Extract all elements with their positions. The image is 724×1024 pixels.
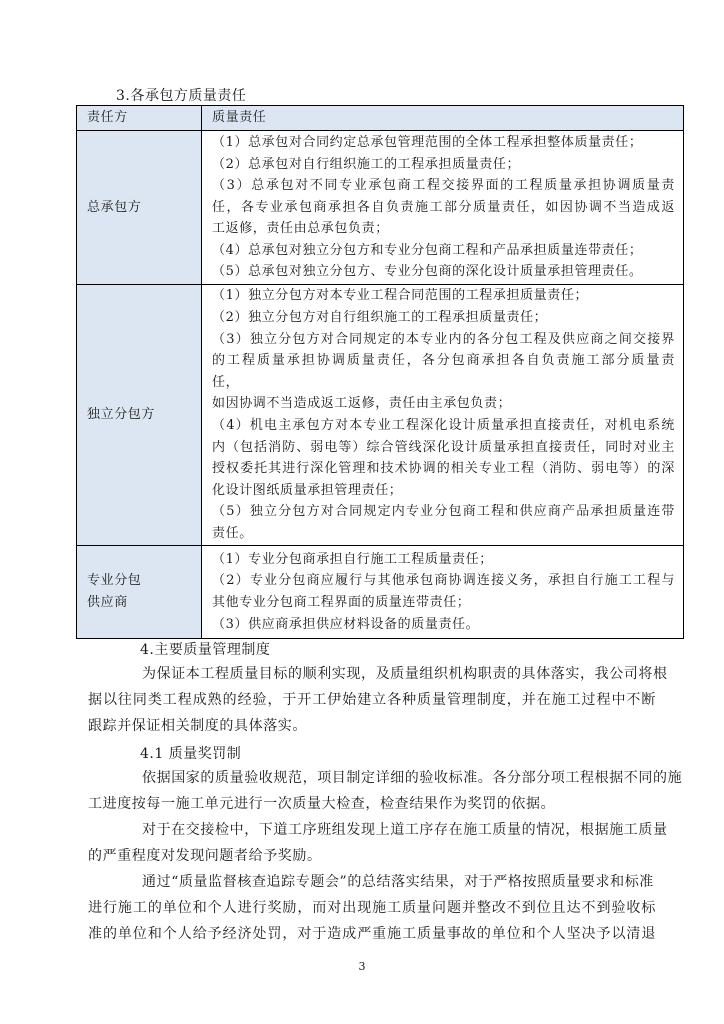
party-line: 专业分包 — [87, 573, 142, 589]
section-3-title: 3.各承包方质量责任 — [116, 88, 247, 104]
section-4-paragraph — [88, 662, 668, 739]
responsibility-line: （3）总承包对不同专业承包商工程交接界面的工程质量承担协调质量责 — [212, 178, 675, 194]
paragraph-line: 准的单位和个人给予经济处罚，对于造成严重施工质量事故的单位和个人坚决予以清退 — [88, 925, 656, 942]
responsibility-line: （2）独立分包方对自行组织施工的工程承担质量责任； — [212, 310, 548, 326]
responsibility-line: 任，各专业承包商承担各自负责施工部分质量责任，如因协调不当造成返 — [212, 199, 675, 215]
responsibility-line: （1）独立分包方对本专业工程合同范围的工程承担质量责任； — [212, 288, 589, 304]
party-general-contractor: 总承包方 — [77, 131, 202, 285]
section-4-1-paragraph-3 — [88, 870, 656, 947]
responsibility-line: （2）总承包对自行组织施工的工程承担质量责任； — [212, 156, 521, 172]
paragraph-line: 通过“质量监督核查追踪专题会”的总结落实结果，对于严格按照质量要求和标准 — [142, 874, 654, 890]
responsibility-line: （4）总承包对独立分包方和专业分包商工程和产品承担质量连带责任； — [212, 242, 643, 258]
responsibility-line: 化设计图纸质量承担管理责任； — [212, 482, 403, 498]
table-header-row — [77, 106, 684, 131]
paragraph-line: 工进度按每一施工单元进行一次质量大检查，检查结果作为奖罚的依据。 — [88, 795, 556, 812]
party-specialty-subcontractor-supplier — [77, 546, 202, 639]
page-number: 3 — [358, 960, 366, 973]
paragraph-line: 为保证本工程质量目标的顺利实现，及质量组织机构职责的具体落实，我公司将根 — [142, 666, 668, 682]
table-row — [77, 131, 684, 285]
responsibility-table — [76, 105, 684, 639]
responsibility-line: 如因协调不当造成返工返修，责任由主承包负责； — [212, 396, 512, 412]
responsibility-line: 内（包括消防、弱电等）综合管线深化设计质量承担直接责任，同时对业主 — [212, 439, 675, 455]
responsibility-line: （1）总承包对合同约定总承包管理范围的全体工程承担整体质量责任； — [212, 134, 643, 150]
responsibility-line: 其他专业分包商工程界面的质量连带责任； — [212, 595, 471, 610]
responsibility-line: （2）专业分包商应履行与其他承包商协调连接义务，承担自行施工工程与 — [212, 573, 675, 589]
responsibility-cell — [202, 131, 684, 285]
section-4-1-title: 4.1 质量奖罚制 — [140, 746, 242, 762]
responsibility-line: 任， — [212, 374, 240, 390]
header-responsibility: 质量责任 — [202, 106, 684, 131]
paragraph-line: 跟踪并保证相关制度的具体落实。 — [88, 717, 307, 734]
responsibility-line: （1）专业分包商承担自行施工工程质量责任； — [212, 551, 493, 567]
responsibility-line: 责任。 — [212, 525, 253, 541]
paragraph-line: 据以往同类工程成熟的经验，于开工伊始建立各种质量管理制度，并在施工过程中不断 — [88, 691, 656, 708]
responsibility-line: 的工程质量承担协调质量责任，各分包商承担各自负责施工部分质量责 — [212, 353, 675, 369]
responsibility-cell — [202, 285, 684, 546]
responsibility-line: （5）总承包对独立分包方、专业分包商的深化设计质量承担管理责任。 — [212, 264, 643, 280]
paragraph-line: 对于在交接检中，下道工序班组发现上道工序存在施工质量的情况，根据施工质量 — [142, 822, 668, 838]
paragraph-line: 进行施工的单位和个人进行奖励，而对出现施工质量问题并整改不到位且达不到验收标 — [88, 899, 656, 916]
responsibility-line: （3）供应商承担供应材料设备的质量责任。 — [212, 616, 480, 632]
header-party: 责任方 — [77, 106, 202, 131]
responsibility-line: （3）独立分包方对合同规定的本专业内的各分包工程及供应商之间交接界 — [212, 331, 675, 347]
table-row — [77, 285, 684, 546]
responsibility-line: （5）独立分包方对合同规定内专业分包商工程和供应商产品承担质量连带 — [212, 504, 675, 520]
responsibility-line: 授权委托其进行深化管理和技术协调的相关专业工程（消防、弱电等）的深 — [212, 461, 675, 477]
section-4-1-paragraph-1 — [88, 766, 683, 818]
party-independent-subcontractor: 独立分包方 — [77, 285, 202, 546]
responsibility-cell — [202, 546, 684, 639]
section-4-title: 4.主要质量管理制度 — [140, 642, 271, 658]
responsibility-line: 工返修，责任由总承包负责； — [212, 221, 389, 237]
section-4-1-paragraph-2 — [88, 818, 668, 870]
paragraph-line: 依据国家的质量验收规范，项目制定详细的验收标准。各分部分项工程根据不同的施 — [142, 770, 683, 786]
party-line: 供应商 — [87, 595, 128, 610]
responsibility-line: （4）机电主承包方对本专业工程深化设计质量承担直接责任，对机电系统 — [212, 418, 675, 433]
table-row — [77, 546, 684, 639]
paragraph-line: 的严重程度对发现问题者给予奖励。 — [88, 847, 322, 864]
